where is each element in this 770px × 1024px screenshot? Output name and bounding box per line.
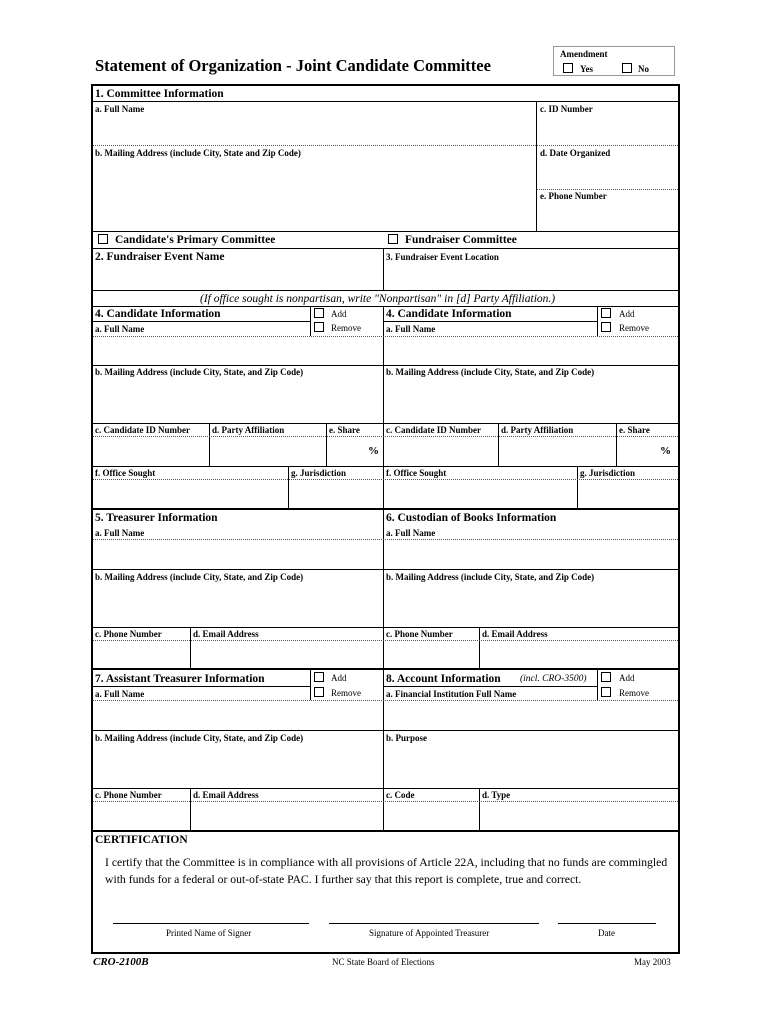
divider xyxy=(209,423,210,466)
section-6-heading: 6. Custodian of Books Information xyxy=(386,512,557,524)
divider xyxy=(93,145,678,146)
divider xyxy=(93,539,678,540)
candidate-left-party-label: d. Party Affiliation xyxy=(212,425,285,435)
candidate-left-share-field[interactable] xyxy=(328,437,368,465)
candidate-left-full-name-field[interactable] xyxy=(94,337,382,365)
asst-treasurer-mailing-label: b. Mailing Address (include City, State, and Zip Code) xyxy=(95,733,304,743)
divider xyxy=(384,686,597,687)
custodian-email-field[interactable] xyxy=(481,641,677,667)
divider xyxy=(93,423,678,424)
divider xyxy=(93,668,678,670)
divider xyxy=(93,479,678,480)
section-7-heading: 7. Assistant Treasurer Information xyxy=(95,673,265,685)
candidate-right-share-field[interactable] xyxy=(618,437,658,465)
committee-phone-label: e. Phone Number xyxy=(540,191,607,201)
candidate-right-party-field[interactable] xyxy=(500,437,615,465)
divider xyxy=(479,788,480,830)
asst-treasurer-add-label: Add xyxy=(331,673,347,683)
form-number: CRO-2100B xyxy=(93,956,149,968)
custodian-mailing-field[interactable] xyxy=(385,584,677,626)
divider xyxy=(93,788,678,789)
account-purpose-field[interactable] xyxy=(385,745,677,787)
treasurer-email-label: d. Email Address xyxy=(193,629,259,639)
candidate-left-id-field[interactable] xyxy=(94,437,208,465)
account-add-label: Add xyxy=(619,673,635,683)
asst-treasurer-full-name-field[interactable] xyxy=(94,701,382,730)
divider xyxy=(310,670,311,700)
divider xyxy=(93,101,678,102)
committee-id-number-label: c. ID Number xyxy=(540,104,593,114)
candidate-right-heading: 4. Candidate Information xyxy=(386,308,512,320)
divider xyxy=(93,640,678,641)
divider xyxy=(536,101,537,231)
custodian-full-name-field[interactable] xyxy=(385,540,677,569)
divider xyxy=(597,306,598,336)
treasurer-mailing-field[interactable] xyxy=(94,584,382,626)
candidate-left-remove-label: Remove xyxy=(331,323,361,333)
candidate-right-full-name-field[interactable] xyxy=(385,337,677,365)
divider xyxy=(498,423,499,466)
divider xyxy=(93,365,678,366)
candidate-right-jurisdiction-label: g. Jurisdiction xyxy=(580,468,636,478)
committee-id-number-field[interactable] xyxy=(538,116,677,144)
nonpartisan-note: (If office sought is nonpartisan, write "Nonpartisan" in [d] Party Affiliation.) xyxy=(200,293,556,305)
candidate-right-id-field[interactable] xyxy=(385,437,497,465)
account-add-checkbox[interactable] xyxy=(601,672,611,682)
divider xyxy=(93,801,678,802)
treasurer-email-field[interactable] xyxy=(192,641,382,667)
agency-name: NC State Board of Elections xyxy=(332,957,435,967)
fundraiser-committee-label: Fundraiser Committee xyxy=(405,234,517,246)
amendment-yes-label: Yes xyxy=(580,64,593,74)
candidate-right-full-name-label: a. Full Name xyxy=(386,324,436,334)
treasurer-full-name-label: a. Full Name xyxy=(95,528,145,538)
candidate-left-share-label: e. Share xyxy=(329,425,360,435)
divider xyxy=(383,248,384,290)
custodian-mailing-label: b. Mailing Address (include City, State, and Zip Code) xyxy=(386,572,595,582)
candidate-right-id-label: c. Candidate ID Number xyxy=(386,425,482,435)
divider xyxy=(93,508,678,510)
fundraiser-event-name-field[interactable] xyxy=(94,265,382,289)
divider xyxy=(577,466,578,508)
committee-full-name-label: a. Full Name xyxy=(95,104,145,114)
signature-field[interactable] xyxy=(329,898,539,922)
signature-line xyxy=(329,923,539,924)
divider xyxy=(384,321,597,322)
candidate-left-percent: % xyxy=(368,445,379,457)
candidate-right-party-label: d. Party Affiliation xyxy=(501,425,574,435)
candidate-left-party-field[interactable] xyxy=(211,437,325,465)
divider xyxy=(93,686,310,687)
custodian-phone-field[interactable] xyxy=(385,641,478,667)
custodian-email-label: d. Email Address xyxy=(482,629,548,639)
amendment-yes-checkbox[interactable] xyxy=(563,63,573,73)
divider xyxy=(383,670,384,830)
divider xyxy=(93,231,678,232)
amendment-no-label: No xyxy=(638,64,649,74)
candidate-left-office-label: f. Office Sought xyxy=(95,468,156,478)
account-code-field[interactable] xyxy=(385,802,478,829)
divider xyxy=(93,569,678,570)
divider xyxy=(93,436,678,437)
account-remove-label: Remove xyxy=(619,688,649,698)
divider xyxy=(479,627,480,668)
account-purpose-label: b. Purpose xyxy=(386,733,428,743)
candidate-left-heading: 4. Candidate Information xyxy=(95,308,221,320)
certification-heading: CERTIFICATION xyxy=(95,834,188,846)
printed-name-line xyxy=(113,923,309,924)
committee-phone-field[interactable] xyxy=(538,203,677,230)
printed-name-caption: Printed Name of Signer xyxy=(166,928,252,938)
candidate-right-add-checkbox[interactable] xyxy=(601,308,611,318)
asst-treasurer-remove-label: Remove xyxy=(331,688,361,698)
date-line xyxy=(558,923,656,924)
certification-text-line1: I certify that the Committee is in compliance with all provisions of Article 22A, including that no funds are commingled xyxy=(105,856,668,869)
section-8-heading: 8. Account Information xyxy=(386,673,501,685)
candidate-left-jurisdiction-field[interactable] xyxy=(290,480,382,507)
divider xyxy=(93,466,678,467)
divider xyxy=(93,336,678,337)
section-8-incl-note: (incl. CRO-3500) xyxy=(520,674,587,684)
financial-institution-label: a. Financial Institution Full Name xyxy=(386,689,517,699)
candidate-left-full-name-label: a. Full Name xyxy=(95,324,145,334)
candidate-left-add-checkbox[interactable] xyxy=(314,308,324,318)
certification-text-line2: with funds for a federal or out-of-state PAC. I further say that this report is complete, true and correct. xyxy=(105,873,582,886)
committee-mailing-label: b. Mailing Address (include City, State and Zip Code) xyxy=(95,148,301,158)
divider xyxy=(93,321,310,322)
divider xyxy=(93,730,678,731)
candidate-right-remove-checkbox[interactable] xyxy=(601,322,611,332)
candidate-left-remove-checkbox[interactable] xyxy=(314,322,324,332)
fundraiser-committee-checkbox[interactable] xyxy=(388,234,398,244)
divider xyxy=(93,306,678,307)
account-type-label: d. Type xyxy=(482,790,511,800)
custodian-phone-label: c. Phone Number xyxy=(386,629,453,639)
asst-treasurer-phone-field[interactable] xyxy=(94,802,189,829)
committee-full-name-field[interactable] xyxy=(94,116,535,144)
committee-mailing-field[interactable] xyxy=(94,160,535,230)
section-2-heading: 2. Fundraiser Event Name xyxy=(95,251,225,263)
divider xyxy=(190,788,191,830)
primary-committee-label: Candidate's Primary Committee xyxy=(115,234,276,246)
amendment-no-checkbox[interactable] xyxy=(622,63,632,73)
section-5-heading: 5. Treasurer Information xyxy=(95,512,218,524)
divider xyxy=(537,189,678,190)
primary-committee-checkbox[interactable] xyxy=(98,234,108,244)
candidate-right-office-label: f. Office Sought xyxy=(386,468,447,478)
account-type-field[interactable] xyxy=(481,802,677,829)
signature-date-field[interactable] xyxy=(558,898,656,922)
asst-treasurer-phone-label: c. Phone Number xyxy=(95,790,162,800)
divider xyxy=(616,423,617,466)
divider xyxy=(597,670,598,700)
treasurer-mailing-label: b. Mailing Address (include City, State, and Zip Code) xyxy=(95,572,304,582)
candidate-right-office-field[interactable] xyxy=(385,480,576,507)
divider xyxy=(93,830,678,832)
account-remove-checkbox[interactable] xyxy=(601,687,611,697)
candidate-right-add-label: Add xyxy=(619,309,635,319)
form-date: May 2003 xyxy=(634,957,671,967)
candidate-left-office-field[interactable] xyxy=(94,480,287,507)
candidate-left-mailing-field[interactable] xyxy=(94,379,382,422)
page-title: Statement of Organization - Joint Candidate Committee xyxy=(95,56,491,75)
signature-caption: Signature of Appointed Treasurer xyxy=(369,928,490,938)
candidate-right-jurisdiction-field[interactable] xyxy=(579,480,677,507)
treasurer-full-name-field[interactable] xyxy=(94,540,382,569)
divider xyxy=(190,627,191,668)
candidate-right-mailing-field[interactable] xyxy=(385,379,677,422)
divider xyxy=(93,248,678,249)
committee-date-organized-field[interactable] xyxy=(538,160,677,188)
divider xyxy=(310,306,311,336)
committee-date-organized-label: d. Date Organized xyxy=(540,148,611,158)
asst-treasurer-email-label: d. Email Address xyxy=(193,790,259,800)
candidate-left-id-label: c. Candidate ID Number xyxy=(95,425,191,435)
candidate-right-percent: % xyxy=(660,445,671,457)
section-3-heading: 3. Fundraiser Event Location xyxy=(386,252,499,262)
asst-treasurer-email-field[interactable] xyxy=(192,802,382,829)
asst-treasurer-remove-checkbox[interactable] xyxy=(314,687,324,697)
candidate-right-mailing-label: b. Mailing Address (include City, State, and Zip Code) xyxy=(386,367,595,377)
section-1-heading: 1. Committee Information xyxy=(95,88,224,100)
candidate-right-remove-label: Remove xyxy=(619,323,649,333)
divider xyxy=(93,627,678,628)
fundraiser-event-location-field[interactable] xyxy=(385,265,677,289)
date-caption: Date xyxy=(598,928,615,938)
treasurer-phone-field[interactable] xyxy=(94,641,189,667)
treasurer-phone-label: c. Phone Number xyxy=(95,629,162,639)
asst-treasurer-mailing-field[interactable] xyxy=(94,745,382,787)
custodian-full-name-label: a. Full Name xyxy=(386,528,436,538)
financial-institution-field[interactable] xyxy=(385,701,677,730)
account-code-label: c. Code xyxy=(386,790,415,800)
divider xyxy=(288,466,289,508)
printed-name-field[interactable] xyxy=(113,898,309,922)
divider xyxy=(93,700,678,701)
divider xyxy=(383,510,384,668)
divider xyxy=(326,423,327,466)
amendment-label: Amendment xyxy=(560,49,608,59)
candidate-left-add-label: Add xyxy=(331,309,347,319)
asst-treasurer-add-checkbox[interactable] xyxy=(314,672,324,682)
candidate-right-share-label: e. Share xyxy=(619,425,650,435)
candidate-left-mailing-label: b. Mailing Address (include City, State, and Zip Code) xyxy=(95,367,304,377)
divider xyxy=(93,290,678,291)
candidate-left-jurisdiction-label: g. Jurisdiction xyxy=(291,468,347,478)
asst-treasurer-full-name-label: a. Full Name xyxy=(95,689,145,699)
